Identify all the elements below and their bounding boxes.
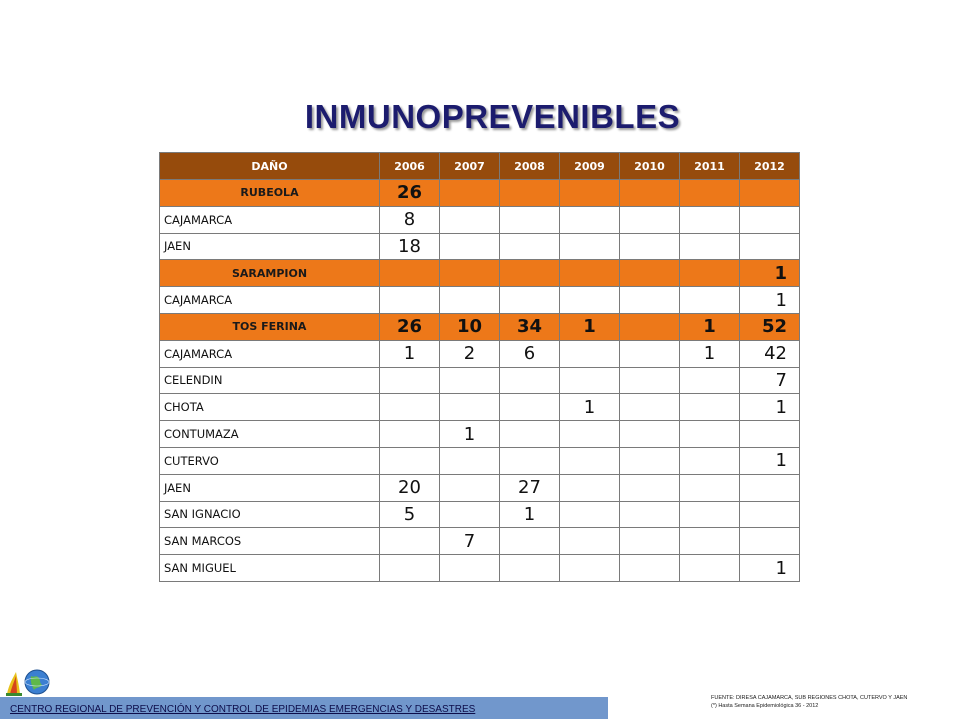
case-count-cell: [440, 287, 500, 314]
case-count-cell: [560, 260, 620, 287]
province-label: CAJAMARCA: [160, 287, 380, 314]
case-count-cell: 1: [560, 313, 620, 340]
cutoff-note: (*) Hasta Semana Epidemiológica 36 - 2012: [711, 703, 819, 709]
case-count-cell: [500, 180, 560, 207]
case-count-cell: [560, 287, 620, 314]
case-count-cell: [620, 233, 680, 260]
case-count-cell: [560, 474, 620, 501]
case-count-cell: [740, 180, 800, 207]
case-count-cell: [500, 367, 560, 394]
case-count-cell: 1: [380, 340, 440, 367]
header-cell: DAÑO: [160, 153, 380, 180]
case-count-cell: [560, 555, 620, 582]
disease-label: RUBEOLA: [160, 180, 380, 207]
case-count-cell: [740, 501, 800, 528]
institution-logo-icon: [6, 672, 22, 696]
globe-icon: [25, 670, 49, 694]
case-count-cell: [380, 367, 440, 394]
table-header-row: [160, 153, 800, 180]
case-count-cell: [380, 555, 440, 582]
case-count-cell: 1: [500, 501, 560, 528]
case-count-cell: [560, 421, 620, 448]
case-count-cell: 1: [740, 394, 800, 421]
province-row: [160, 367, 800, 394]
case-count-cell: 1: [740, 555, 800, 582]
case-count-cell: [740, 233, 800, 260]
case-count-cell: [680, 474, 740, 501]
case-count-cell: 1: [440, 421, 500, 448]
case-count-cell: [620, 394, 680, 421]
case-count-cell: [500, 447, 560, 474]
case-count-cell: [680, 287, 740, 314]
case-count-cell: [620, 474, 680, 501]
case-count-cell: [380, 394, 440, 421]
case-count-cell: 27: [500, 474, 560, 501]
case-count-cell: [380, 447, 440, 474]
province-label: SAN MARCOS: [160, 528, 380, 555]
case-count-cell: 7: [740, 367, 800, 394]
source-line: FUENTE: DIRESA CAJAMARCA, SUB REGIONES CHOTA, CUTERVO Y JAEN: [711, 695, 908, 701]
case-count-cell: [620, 340, 680, 367]
case-count-cell: 5: [380, 501, 440, 528]
case-count-cell: [500, 555, 560, 582]
case-count-cell: 8: [380, 206, 440, 233]
case-count-cell: [620, 528, 680, 555]
case-count-cell: [740, 528, 800, 555]
case-count-cell: 1: [740, 447, 800, 474]
page-title: INMUNOPREVENIBLES: [304, 98, 681, 135]
case-count-cell: 6: [500, 340, 560, 367]
case-count-cell: [680, 394, 740, 421]
case-count-cell: 1: [680, 340, 740, 367]
case-count-cell: [440, 260, 500, 287]
case-count-cell: [380, 421, 440, 448]
organization-name: CENTRO REGIONAL DE PREVENCIÓN Y CONTROL DE EPIDEMIAS EMERGENCIAS Y DESASTRES: [10, 704, 476, 715]
case-count-cell: [560, 340, 620, 367]
case-count-cell: [440, 447, 500, 474]
case-count-cell: [500, 287, 560, 314]
immunopreventable-table: [159, 152, 800, 582]
case-count-cell: [680, 528, 740, 555]
case-count-cell: [440, 474, 500, 501]
case-count-cell: [440, 555, 500, 582]
case-count-cell: 1: [560, 394, 620, 421]
province-row: [160, 501, 800, 528]
case-count-cell: [440, 501, 500, 528]
case-count-cell: [560, 206, 620, 233]
case-count-cell: [440, 206, 500, 233]
province-label: JAEN: [160, 233, 380, 260]
case-count-cell: [740, 206, 800, 233]
header-cell: 2010: [620, 153, 680, 180]
case-count-cell: [560, 501, 620, 528]
header-cell: 2006: [380, 153, 440, 180]
case-count-cell: [620, 447, 680, 474]
header-cell: 2008: [500, 153, 560, 180]
province-label: CONTUMAZA: [160, 421, 380, 448]
province-row: [160, 528, 800, 555]
province-row: [160, 474, 800, 501]
province-label: SAN IGNACIO: [160, 501, 380, 528]
case-count-cell: [440, 394, 500, 421]
case-count-cell: [380, 287, 440, 314]
province-label: CAJAMARCA: [160, 340, 380, 367]
case-count-cell: 20: [380, 474, 440, 501]
province-label: SAN MIGUEL: [160, 555, 380, 582]
case-count-cell: 52: [740, 313, 800, 340]
case-count-cell: [680, 555, 740, 582]
case-count-cell: [680, 180, 740, 207]
case-count-cell: [620, 206, 680, 233]
province-row: [160, 447, 800, 474]
case-count-cell: [620, 421, 680, 448]
case-count-cell: [620, 180, 680, 207]
case-count-cell: 34: [500, 313, 560, 340]
institution-logo-icon: [4, 666, 50, 698]
case-count-cell: 10: [440, 313, 500, 340]
case-count-cell: [620, 260, 680, 287]
case-count-cell: [680, 233, 740, 260]
province-row: [160, 340, 800, 367]
case-count-cell: 1: [680, 313, 740, 340]
case-count-cell: [380, 260, 440, 287]
province-row: [160, 421, 800, 448]
case-count-cell: [500, 233, 560, 260]
case-count-cell: [680, 260, 740, 287]
case-count-cell: [560, 233, 620, 260]
province-row: [160, 394, 800, 421]
case-count-cell: [680, 206, 740, 233]
header-cell: 2009: [560, 153, 620, 180]
header-cell: 2011: [680, 153, 740, 180]
case-count-cell: [500, 260, 560, 287]
case-count-cell: [680, 367, 740, 394]
province-label: JAEN: [160, 474, 380, 501]
case-count-cell: [500, 206, 560, 233]
case-count-cell: [680, 501, 740, 528]
case-count-cell: [560, 180, 620, 207]
case-count-cell: [500, 421, 560, 448]
case-count-cell: [620, 367, 680, 394]
province-label: CUTERVO: [160, 447, 380, 474]
province-row: [160, 233, 800, 260]
case-count-cell: [620, 501, 680, 528]
province-row: [160, 555, 800, 582]
source-note: [711, 694, 907, 710]
case-count-cell: 26: [380, 180, 440, 207]
case-count-cell: [680, 421, 740, 448]
case-count-cell: [500, 528, 560, 555]
case-count-cell: [620, 555, 680, 582]
disease-label: TOS FERINA: [160, 313, 380, 340]
province-label: CELENDIN: [160, 367, 380, 394]
case-count-cell: [680, 447, 740, 474]
case-count-cell: [560, 528, 620, 555]
case-count-cell: [440, 233, 500, 260]
case-count-cell: 1: [740, 287, 800, 314]
case-count-cell: [740, 421, 800, 448]
disease-group-row: [160, 180, 800, 207]
case-count-cell: [620, 313, 680, 340]
disease-group-row: [160, 260, 800, 287]
case-count-cell: 7: [440, 528, 500, 555]
disease-group-row: [160, 313, 800, 340]
province-row: [160, 206, 800, 233]
case-count-cell: [560, 367, 620, 394]
case-count-cell: [380, 528, 440, 555]
case-count-cell: [500, 394, 560, 421]
case-count-cell: 26: [380, 313, 440, 340]
province-label: CHOTA: [160, 394, 380, 421]
header-cell: 2007: [440, 153, 500, 180]
case-count-cell: [440, 367, 500, 394]
header-cell: 2012: [740, 153, 800, 180]
province-row: [160, 287, 800, 314]
province-label: CAJAMARCA: [160, 206, 380, 233]
case-count-cell: 1: [740, 260, 800, 287]
case-count-cell: 2: [440, 340, 500, 367]
case-count-cell: 18: [380, 233, 440, 260]
disease-label: SARAMPION: [160, 260, 380, 287]
case-count-cell: [740, 474, 800, 501]
case-count-cell: [440, 180, 500, 207]
case-count-cell: [560, 447, 620, 474]
case-count-cell: 42: [740, 340, 800, 367]
case-count-cell: [620, 287, 680, 314]
